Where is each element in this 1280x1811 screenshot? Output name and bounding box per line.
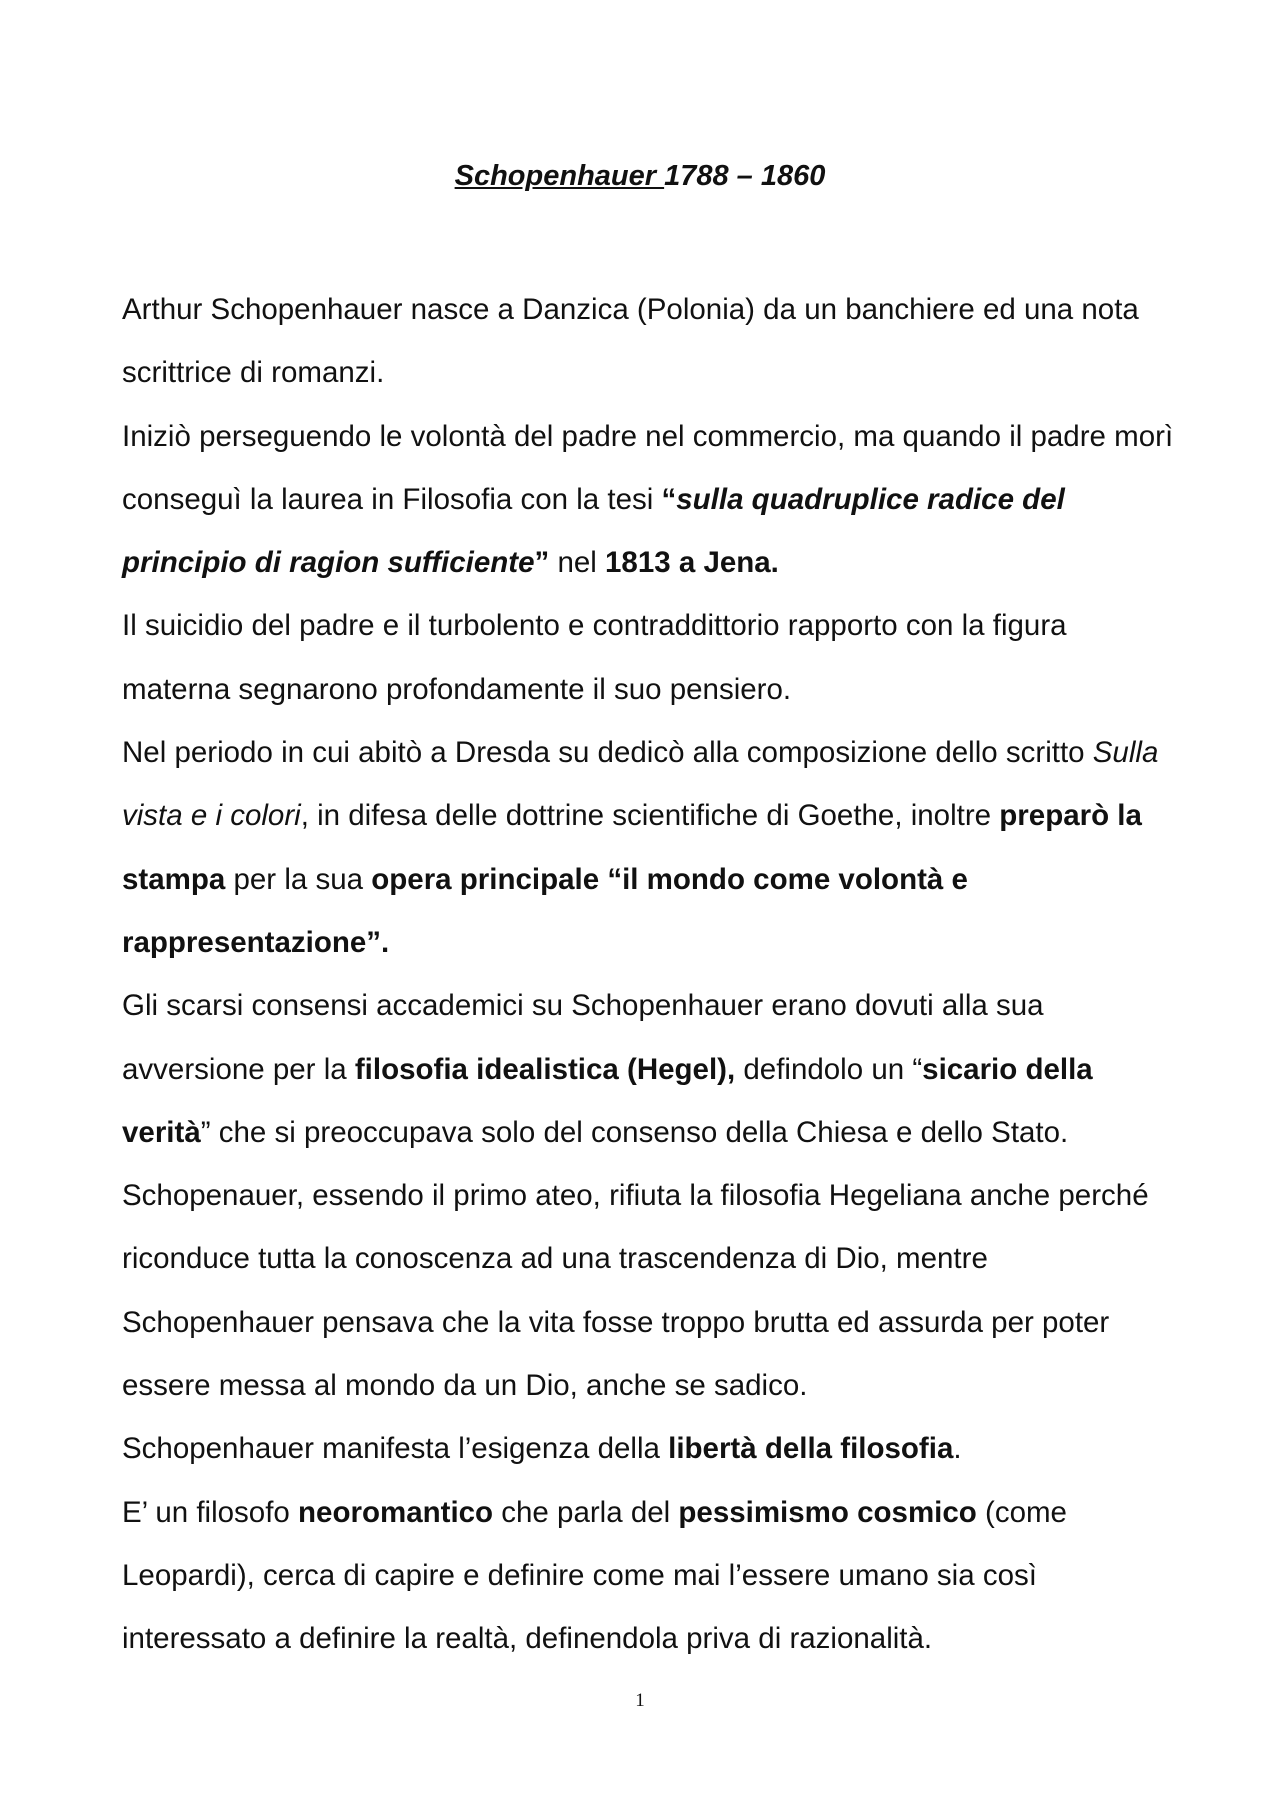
highlight-print: preparò la stampa — [122, 799, 1142, 896]
paragraph-text: Gli scarsi consensi accademici su Schopenhauer erano dovuti alla sua avversione per la — [122, 989, 1044, 1086]
title-dates: 1788 – 1860 — [664, 160, 826, 192]
work-title-colors: Sulla vista e i colori — [122, 736, 1159, 833]
paragraph-text: Schopenhauer manifesta l’esigenza della — [122, 1432, 669, 1466]
highlight-freedom: libertà della filosofia — [668, 1432, 954, 1466]
paragraph-text: Schopenauer, essendo il primo ateo, rifiuta la filosofia Hegeliana anche perché riconduce tutta la conoscenza ad una trascendenza di Dio, mentre Schopenhauer pensava che la vita fosse troppo brutta ed assurda per poter essere messa al mondo da un Dio, anche se sadico. — [122, 1179, 1149, 1403]
main-work-title: opera principale “il mondo come volontà e rappresentazione”. — [122, 862, 968, 959]
title-name: Schopenhauer — [454, 160, 665, 192]
paragraph-text: (come Leopardi), cerca di capire e definire come mai l’essere umano sia così interessato a definire la realtà, definendola priva di razionalità. — [122, 1495, 1067, 1656]
paragraph-text: defindolo un “ — [735, 1052, 923, 1086]
paragraph-family — [122, 594, 1177, 721]
open-quote: “ — [661, 482, 677, 516]
paragraph-text: Il suicidio del padre e il turbolento e contraddittorio rapporto con la figura materna segnarono profondamente il suo pensiero. — [122, 609, 1067, 706]
paragraph-text: Arthur Schopenhauer nasce a Danzica (Polonia) da un banchiere ed una nota scrittrice di romanzi. — [122, 293, 1139, 390]
page-number: 1 — [635, 1690, 645, 1711]
highlight-neoromantic: neoromantico — [298, 1495, 494, 1529]
highlight-sicario: sicario della verità — [122, 1052, 1093, 1149]
paragraph-education — [122, 405, 1177, 595]
paragraph-text: Nel periodo in cui abitò a Dresda su dedicò alla composizione dello scritto — [122, 736, 1093, 770]
paragraph-text: , in difesa delle dottrine scientifiche di Goethe, inoltre — [300, 799, 1000, 833]
paragraph-text: E’ un filosofo — [122, 1495, 299, 1529]
paragraph-text: . — [953, 1432, 962, 1466]
thesis-date-place: 1813 a Jena. — [605, 546, 779, 580]
paragraph-text: che parla del — [493, 1495, 679, 1529]
paragraph-text: ” che si preoccupava solo del consenso della Chiesa e dello Stato. — [200, 1115, 1069, 1149]
thesis-title: sulla quadruplice radice del principio di ragion sufficiente — [122, 482, 1065, 580]
document-title — [0, 156, 1280, 196]
paragraph-birth — [122, 278, 1177, 405]
paragraph-pessimism — [122, 1481, 1177, 1671]
paragraph-freedom — [122, 1417, 1177, 1480]
paragraph-text: nel — [549, 546, 606, 580]
highlight-pessimism: pessimismo cosmico — [678, 1495, 977, 1529]
paragraph-text: Iniziò perseguendo le volontà del padre nel commercio, ma quando il padre morì conseguì la laurea in Filosofia con la tesi — [122, 419, 1174, 516]
highlight-idealism: filosofia idealistica (Hegel), — [354, 1052, 736, 1086]
paragraph-text: per la sua — [225, 862, 372, 896]
paragraph-hegel — [122, 974, 1177, 1164]
paragraph-atheism — [122, 1164, 1177, 1417]
document-body — [122, 278, 1177, 1671]
paragraph-dresda — [122, 721, 1177, 974]
close-quote: ” — [534, 546, 550, 580]
